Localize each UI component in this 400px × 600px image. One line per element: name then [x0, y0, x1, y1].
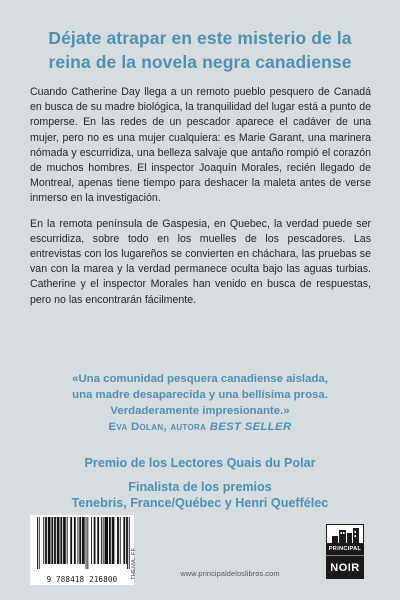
synopsis-paragraph-1: Cuando Catherine Day llega a un remoto pueblo pesquero de Canadá en busca de su madre biológica, la tranquilidad del lugar está a punto de romperse. En las redes de un pescador aparece el cadáver de una mujer, pero no es una mujer cualquiera: es Marie Garant, una marinera nómada y escurridiza, una belleza salvaje que antaño rompió el corazón de muchos hombres. El inspector Joaquín Morales, recién llegado de Montreal, apenas tiene tiempo para deshacer la maleta antes de verse inmerso en la investigación.: [30, 86, 371, 205]
barcode-bars: [33, 517, 131, 572]
quote-line-2: una madre desaparecida y una bellísima prosa.: [72, 389, 328, 401]
headline-line-2: reina de la novela negra canadiense: [48, 52, 352, 72]
award-finalist-line-2: Tenebris, France/Québec y Henri Queffélec: [71, 496, 329, 510]
award-readers: Premio de los Lectores Quais du Polar: [84, 456, 316, 470]
awards: [20, 455, 380, 511]
quote-line-1: «Una comunidad pesquera canadiense aislada,: [72, 373, 328, 385]
isbn-barcode: [30, 515, 134, 585]
synopsis-paragraph-2: En la remota península de Gaspesia, en Quebec, la verdad puede ser escurridiza, sobre todo en los muelles de los pescadores. Las entrevistas con los lugareños se convierten en cháchara, las pruebas se van con la marea y la verdad permanece oculta bajo las aguas turbias. Catherine y el inspector Morales han venido en busca de respuestas, pero no las encontrarán fácilmente.: [30, 217, 371, 306]
logo-noir: NOIR: [326, 555, 364, 579]
logo-principal: PRINCIPAL: [326, 544, 364, 555]
building-icon: [331, 526, 361, 543]
quote-line-3: Verdaderamente impresionante.»: [110, 405, 290, 417]
award-finalist-line-1: Finalista de los premios: [128, 480, 272, 494]
headline-line-1: Déjate atrapar en este misterio de la: [48, 28, 352, 48]
publisher-website: www.principaldeloslibros.com: [180, 569, 280, 578]
quote-author: [20, 419, 380, 435]
headline: [20, 26, 380, 74]
barcode-digits: 9 788418 216800: [46, 575, 118, 584]
quote-author-tag: BEST SELLER: [209, 421, 292, 433]
publisher-logo: [326, 524, 364, 579]
logo-building-panel: [326, 524, 364, 544]
synopsis: [30, 85, 371, 318]
quote-author-name: Eva Dolan, autora: [108, 421, 207, 433]
thema-code: THEMA: FF: [131, 547, 137, 580]
review-quote: [20, 371, 380, 435]
